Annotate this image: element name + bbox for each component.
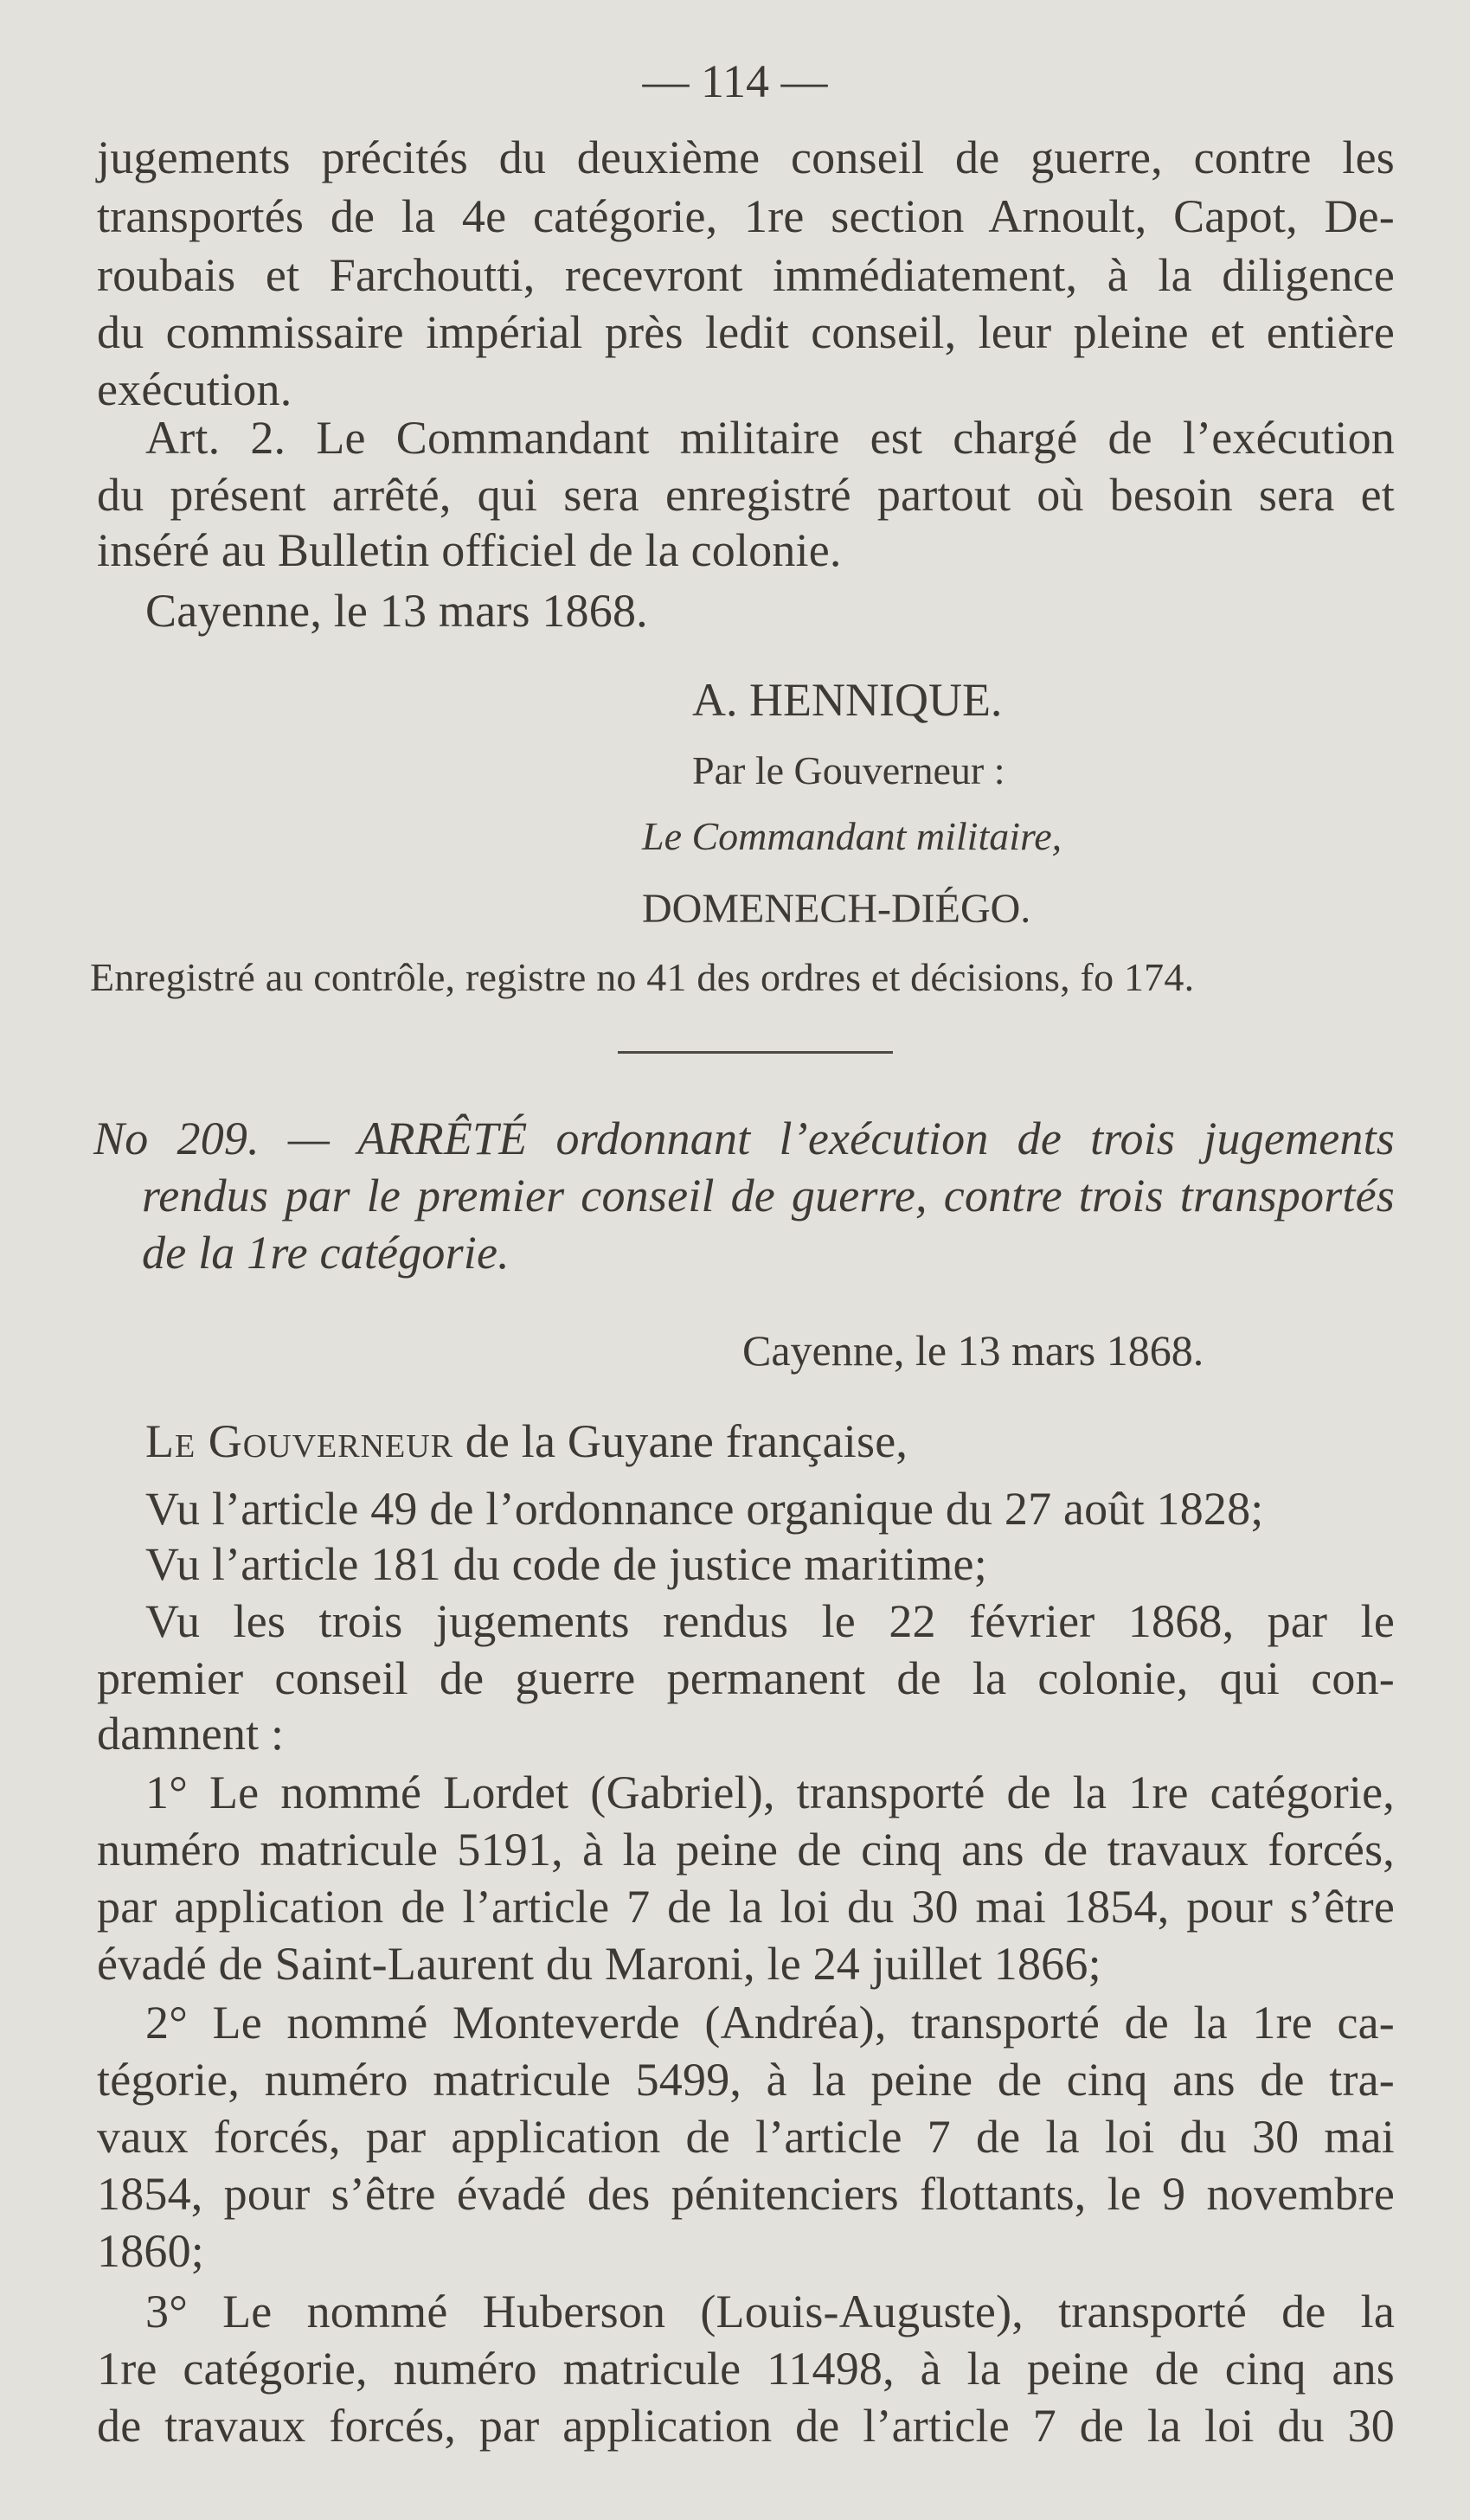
governor-line xyxy=(145,1414,1395,1469)
item-2-line: 2° Le nommé Monteverde (Andréa), transporté de la 1re ca- xyxy=(145,1997,1395,2049)
date-place: Cayenne, le 13 mars 1868. xyxy=(742,1326,1204,1375)
arrete-heading-line: No 209. — ARRÊTÉ ordonnant l’exécution de trois jugements xyxy=(93,1113,1395,1164)
visa-line: Vu les trois jugements rendus le 22 février 1868, par le xyxy=(145,1595,1395,1647)
visa-line: damnent : xyxy=(97,1708,285,1760)
registration-note: Enregistré au contrôle, registre no 41 des ordres et décisions, fo 174. xyxy=(90,955,1195,999)
text-line: exécution. xyxy=(97,363,292,415)
item-2-line: 1860; xyxy=(97,2225,205,2277)
item-1-line: 1° Le nommé Lordet (Gabriel), transporté de la 1re catégorie, xyxy=(145,1767,1395,1818)
item-3-line: 3° Le nommé Huberson (Louis-Auguste), transporté de la xyxy=(145,2286,1395,2337)
arrete-heading-line: rendus par le premier conseil de guerre, contre trois transportés xyxy=(142,1170,1395,1222)
item-2-line: tégorie, numéro matricule 5499, à la peine de cinq ans de tra- xyxy=(97,2054,1395,2106)
by-governor-label: Par le Gouverneur : xyxy=(692,748,1005,792)
visa-line: Vu l’article 49 de l’ordonnance organique du 27 août 1828; xyxy=(145,1483,1264,1535)
countersignature: DOMENECH-DIÉGO. xyxy=(642,886,1031,932)
item-2-line: 1854, pour s’être évadé des pénitenciers flottants, le 9 novembre xyxy=(97,2168,1395,2220)
item-2-line: vaux forcés, par application de l’article 7 de la loi du 30 mai xyxy=(97,2111,1395,2163)
section-divider xyxy=(618,1051,893,1054)
text-line: roubais et Farchoutti, recevront immédiatement, à la diligence xyxy=(97,249,1395,301)
visa-line: Vu l’article 181 du code de justice maritime; xyxy=(145,1538,987,1590)
date-place: Cayenne, le 13 mars 1868. xyxy=(145,585,648,637)
governor-label: Le Gouverneur xyxy=(145,1415,454,1467)
article-2-line: Art. 2. Le Commandant militaire est chargé de l’exécution xyxy=(145,412,1395,464)
text-line: du commissaire impérial près ledit conseil, leur pleine et entière xyxy=(97,306,1395,358)
article-2-line: inséré au Bulletin officiel de la colonie. xyxy=(97,524,842,576)
governor-rest: de la Guyane française, xyxy=(453,1415,908,1467)
article-2-line: du présent arrêté, qui sera enregistré partout où besoin sera et xyxy=(97,469,1395,521)
military-title: Le Commandant militaire, xyxy=(642,814,1062,858)
text-line: jugements précités du deuxième conseil de guerre, contre les xyxy=(97,131,1395,183)
item-3-line: 1re catégorie, numéro matricule 11498, à la peine de cinq ans xyxy=(97,2343,1395,2395)
item-1-line: évadé de Saint-Laurent du Maroni, le 24 juillet 1866; xyxy=(97,1938,1101,1990)
item-3-line: de travaux forcés, par application de l’article 7 de la loi du 30 xyxy=(97,2400,1395,2452)
arrete-heading-line: de la 1re catégorie. xyxy=(142,1227,510,1279)
text-line: transportés de la 4e catégorie, 1re section Arnoult, Capot, De- xyxy=(97,190,1395,242)
item-1-line: par application de l’article 7 de la loi du 30 mai 1854, pour s’être xyxy=(97,1881,1395,1933)
visa-line: premier conseil de guerre permanent de la colonie, qui con- xyxy=(97,1652,1395,1704)
page-number: — 114 — xyxy=(642,55,828,107)
item-1-line: numéro matricule 5191, à la peine de cinq ans de travaux forcés, xyxy=(97,1824,1395,1876)
governor-signature: A. HENNIQUE. xyxy=(692,674,1003,726)
